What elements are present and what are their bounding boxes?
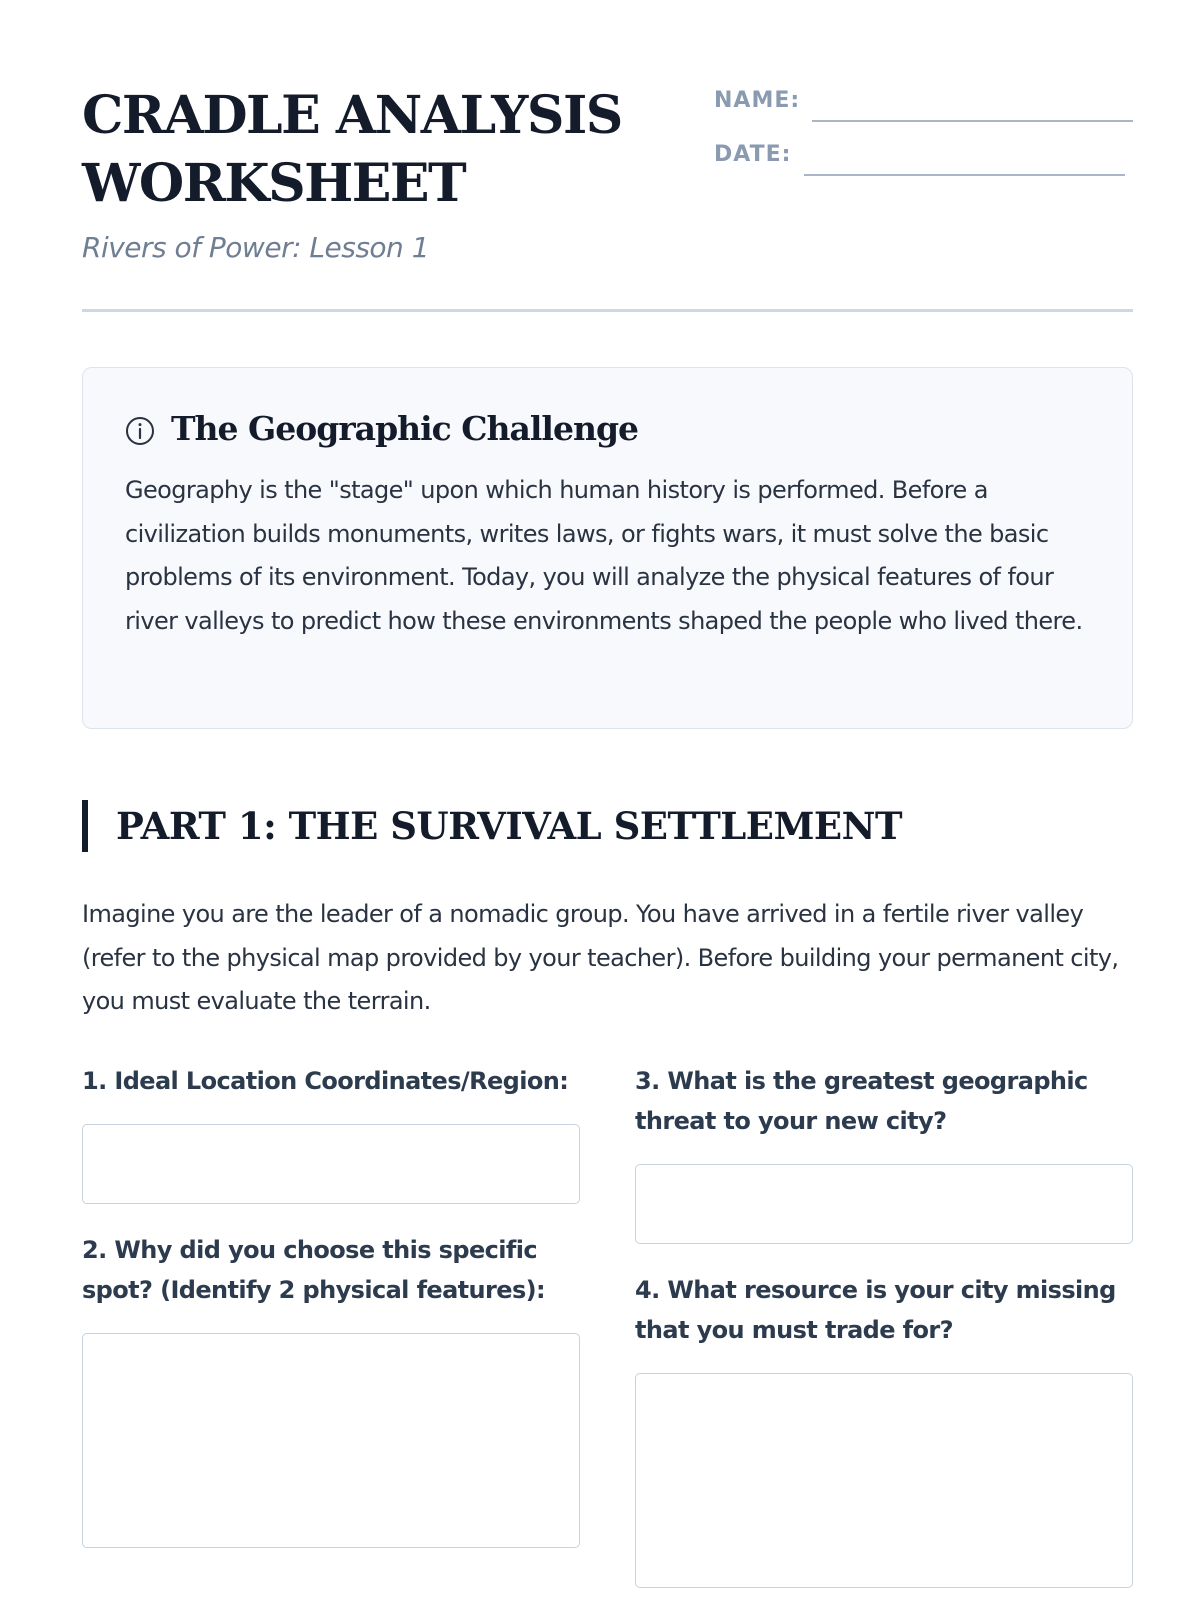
header-divider [82,309,1133,312]
challenge-text: Geography is the "stage" upon which human history is performed. Before a civilization builds monuments, writes laws, or fights wars, it must solve the basic problems of its environment. Today, you will analyze the physical features of four river valleys to predict how these environments shaped the people who lived there. [125,476,1083,635]
date-label: DATE: [714,142,792,167]
student-info [714,82,1133,190]
part-1-intro: Imagine you are the leader of a nomadic group. You have arrived in a fertile river valley (refer to the physical map provided by your teacher). Before building your permanent city, you must evaluate the terrain. [82,900,1119,1015]
questions-right-column [635,1061,1133,1588]
worksheet-header [82,82,1133,312]
name-label: NAME: [714,88,801,113]
question-3-label: 3. What is the greatest geographic threat to your new city? [635,1067,1088,1135]
name-field[interactable] [812,120,1133,122]
lesson-subtitle: Rivers of Power: Lesson 1 [82,231,430,264]
question-3-answer-box[interactable] [635,1164,1133,1244]
name-row [714,82,1133,136]
question-2-answer-box[interactable] [82,1333,580,1548]
info-circle-icon [125,416,155,446]
question-1-label: 1. Ideal Location Coordinates/Region: [82,1067,569,1095]
question-4-answer-box[interactable] [635,1373,1133,1588]
question-2-label: 2. Why did you choose this specific spot? (Identify 2 physical features): [82,1236,546,1304]
part-1-title: PART 1: THE SURVIVAL SETTLEMENT [116,804,902,848]
part-1-heading [82,800,902,852]
date-field[interactable] [804,174,1125,176]
challenge-title: The Geographic Challenge [171,409,639,448]
date-row [714,136,1133,190]
page-title: CRADLE ANALYSIS WORKSHEET [82,85,622,214]
geographic-challenge-box [82,367,1133,729]
question-4-label: 4. What resource is your city missing that you must trade for? [635,1276,1116,1344]
questions-left-column [82,1061,580,1548]
question-1-answer-box[interactable] [82,1124,580,1204]
